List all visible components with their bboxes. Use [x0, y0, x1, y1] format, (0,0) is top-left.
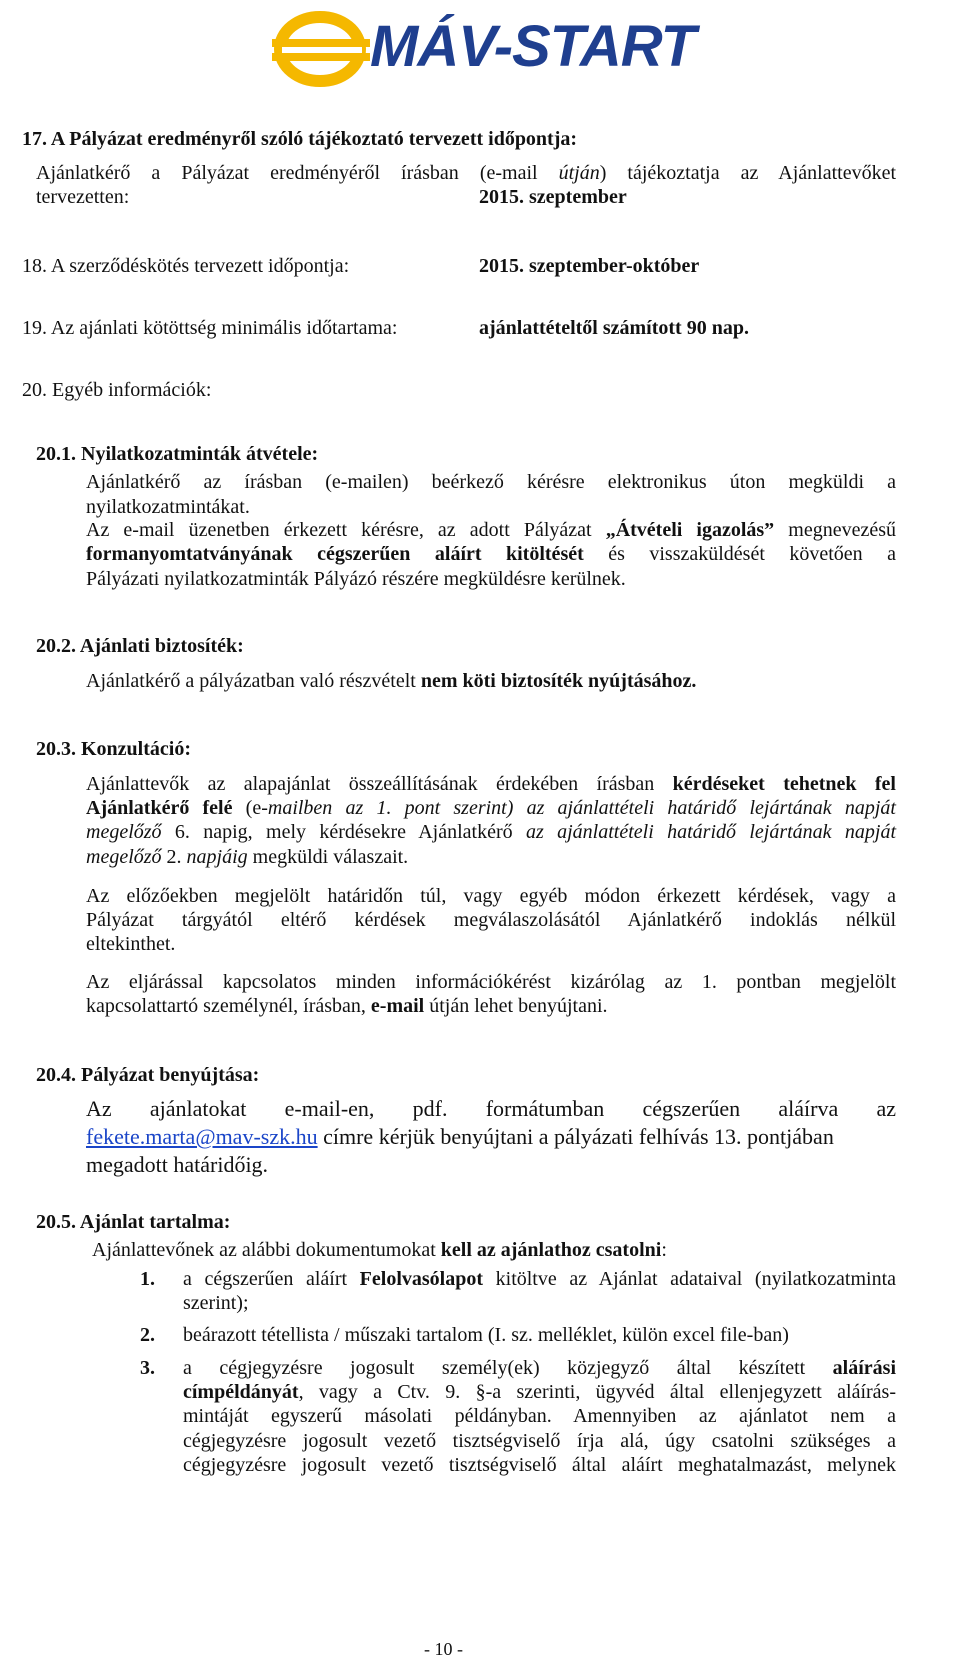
- section-20-3-p1-line-3: megelőző 6. napig, mely kérdésekre Ajánlatkérő az ajánlattételi határidő lejártának napját: [86, 821, 897, 843]
- section-20-1-p2-line-1: Az e-mail üzenetben érkezett kérésre, az adott Pályázat „Átvételi igazolás” megnevezésű: [86, 519, 897, 541]
- page-number: - 10 -: [424, 1639, 463, 1659]
- list-item: a cégszerűen aláírt Felolvasólapot kitöltve az Ajánlat adataival (nyilatkozatminta szerint);: [183, 1268, 896, 1314]
- email-link[interactable]: fekete.marta@mav-szk.hu: [86, 1124, 318, 1149]
- list-item-number: 3.: [140, 1357, 155, 1379]
- section-20-3-p1-line-4: megelőző 2. napjáig megküldi válaszait.: [86, 846, 409, 868]
- section-20-5-title: 20.5. Ajánlat tartalma:: [36, 1211, 231, 1233]
- section-20-3-p1-line-2: Ajánlatkérő felé (e-mailben az 1. pont szerint) az ajánlattételi határidő lejártának napját: [86, 797, 896, 819]
- section-17-title: 17. A Pályázat eredményről szóló tájékoztató tervezett időpontja:: [22, 128, 578, 150]
- section-20-4-body: [86, 1094, 896, 1184]
- section-20-1-p1-line-1: Ajánlatkérő az írásban (e-mailen) beérkező kérésre elektronikus úton megküldi a: [86, 471, 896, 493]
- section-20-3-title: 20.3. Konzultáció:: [36, 738, 191, 760]
- section-20-4-title: 20.4. Pályázat benyújtása:: [36, 1064, 260, 1086]
- list-item-number: 1.: [140, 1268, 155, 1290]
- section-20-1-body: [86, 470, 896, 600]
- mav-start-logo: [272, 6, 696, 92]
- section-18-value: 2015. szeptember-október: [479, 255, 700, 277]
- section-20-3-p2-line-3: eltekinthet.: [86, 933, 176, 955]
- section-18-label: 18. A szerződéskötés tervezett időpontja:: [22, 255, 350, 277]
- section-17-line-2-label: tervezetten:: [36, 186, 130, 208]
- section-20-5-intro: Ajánlattevőnek az alábbi dokumentumokat kell az ajánlathoz csatolni:: [92, 1239, 667, 1261]
- section-20-1-title: 20.1. Nyilatkozatminták átvétele:: [36, 443, 319, 465]
- section-20-4-line-3: megadott határidőig.: [86, 1152, 269, 1177]
- section-20-3-p3-line-2: kapcsolattartó személynél, írásban, e-mail útján lehet benyújtani.: [86, 995, 608, 1017]
- section-20-1-p2-line-2: formanyomtatványának cégszerűen aláírt kitöltését és visszaküldését követően a: [86, 543, 897, 565]
- section-20-2-title: 20.2. Ajánlati biztosíték:: [36, 635, 244, 657]
- section-20-3-p2-line-2: Pályázat tárgyától eltérő kérdések megválaszolásától Ajánlatkérő indoklás nélkül: [86, 909, 896, 931]
- logo-text: MÁV-START: [370, 14, 696, 79]
- section-17-line-1: Ajánlatkérő a Pályázat eredményéről írásban (e-mail útján) tájékoztatja az Ajánlattevőket: [36, 162, 897, 184]
- section-19-value: ajánlattételtől számított 90 nap.: [479, 317, 749, 339]
- section-20-1-p1-line-2: nyilatkozatmintákat.: [86, 496, 250, 518]
- list-item-number: 2.: [140, 1324, 155, 1346]
- list-item: a cégjegyzésre jogosult személy(ek) közjegyző által készített aláírási címpéldányát, vagy a Ctv. 9. §-a szerinti, ügyvéd által ellenjegyzett aláírás- mintáját egyszerű másolati példányban. Amennyiben az ajánlatot nem a cégjegyzésre jogosult vezető tisztségviselő írja alá, úgy csatolni szükséges a cégjegyzésre jogosult vezető tisztségviselő által aláírt meghatalmazást, melynek: [183, 1357, 897, 1476]
- section-20-3-p1-line-1: Ajánlattevők az alapajánlat összeállításának érdekében írásban kérdéseket tehetnek fel: [86, 773, 896, 795]
- section-20-3-p3-line-1: Az eljárással kapcsolatos minden információkérést kizárólag az 1. pontban megjelölt: [86, 971, 896, 993]
- section-19-label: 19. Az ajánlati kötöttség minimális időtartama:: [22, 317, 398, 339]
- section-20-2-body: Ajánlatkérő a pályázatban való részvételt nem köti biztosíték nyújtásához.: [86, 670, 697, 692]
- section-20-4-line-1: Az ajánlatokat e-mail-en, pdf. formátumban cégszerűen aláírva az: [86, 1096, 896, 1121]
- section-20-4-line-2: fekete.marta@mav-szk.hu címre kérjük benyújtani a pályázati felhívás 13. pontjában: [86, 1124, 834, 1149]
- section-20-3-body: [86, 772, 896, 1022]
- mav-logo-emblem-icon: [272, 6, 372, 92]
- list-item: beárazott tétellista / műszaki tartalom (I. sz. melléklet, külön excel file-ban): [183, 1324, 789, 1346]
- section-20-1-p2-line-3: Pályázati nyilatkozatminták Pályázó részére megküldésre kerülnek.: [86, 568, 626, 590]
- section-20-title: 20. Egyéb információk:: [22, 379, 212, 401]
- section-17-date: 2015. szeptember: [479, 186, 627, 208]
- section-20-3-p2-line-1: Az előzőekben megjelölt határidőn túl, vagy egyéb módon érkezett kérdések, vagy a: [86, 885, 896, 907]
